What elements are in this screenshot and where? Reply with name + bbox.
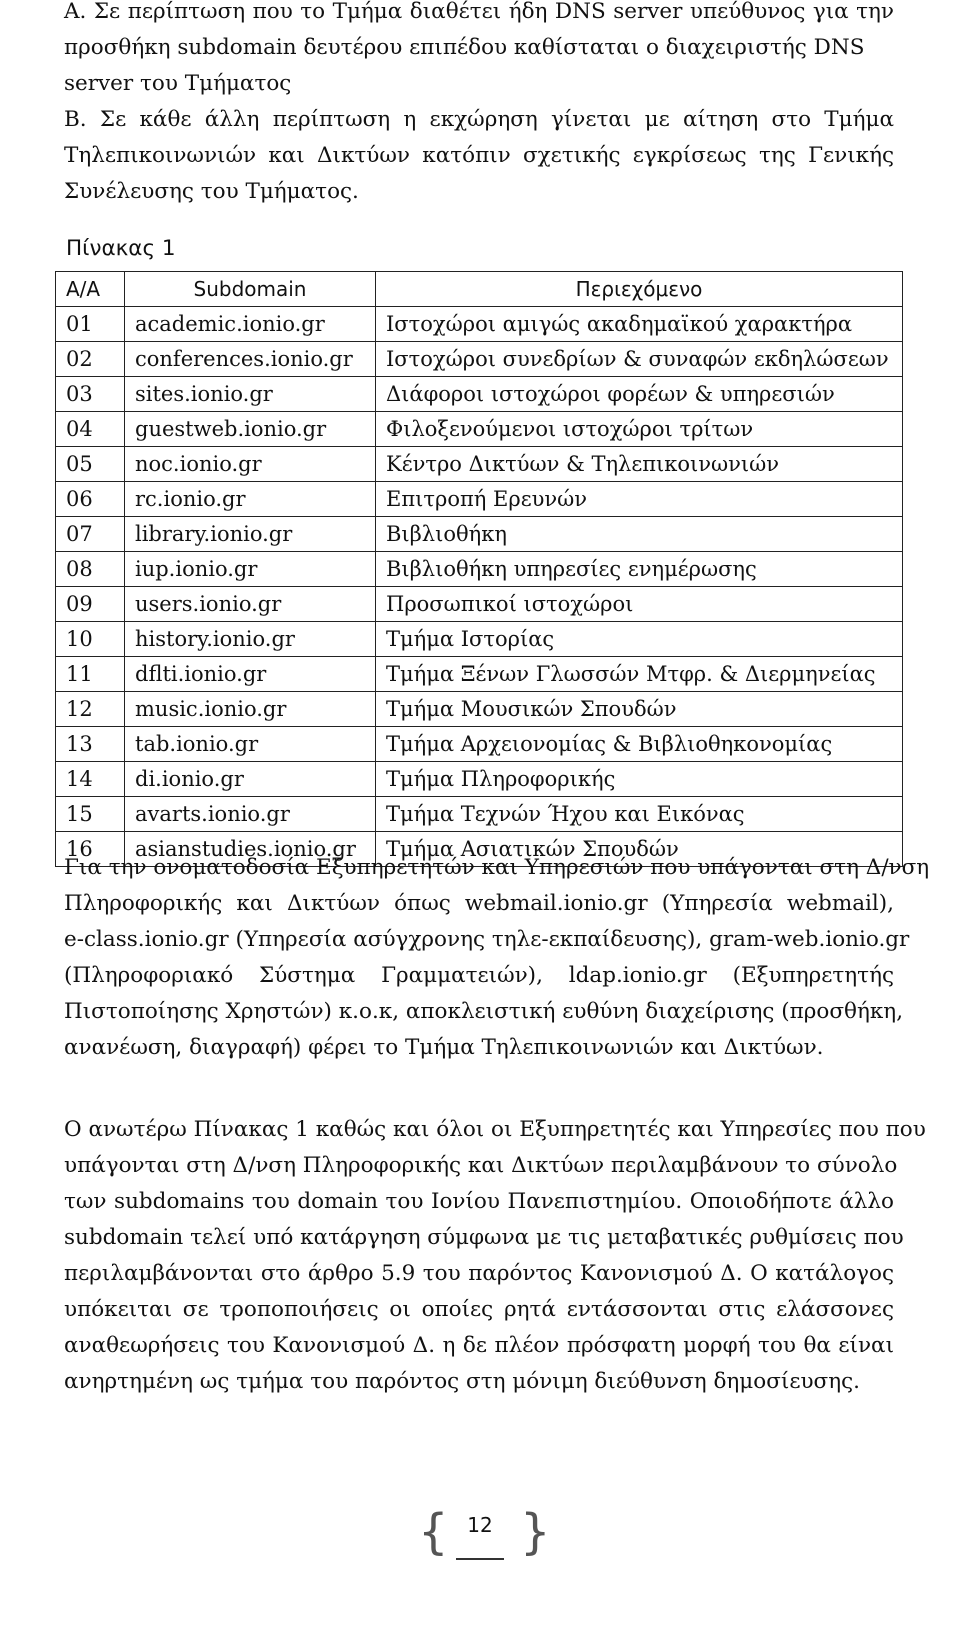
services-paragraph (64, 850, 930, 1066)
catalogue-line: υπάγονται στη Δ/νση Πληροφορικής και Δικτύων περιλαμβάνουν το σύνολο (64, 1153, 898, 1178)
table-row (56, 622, 903, 657)
cell-aa: 06 (56, 482, 125, 517)
cell-subdomain: tab.ionio.gr (125, 727, 376, 762)
catalogue-line: subdomain τελεί υπό κατάργηση σύμφωνα με τις μεταβατικές ρυθμίσεις που (64, 1225, 904, 1250)
cell-aa: 09 (56, 587, 125, 622)
services-line: Πιστοποίησης Χρηστών) κ.ο.κ, αποκλειστική ευθύνη διαχείρισης (προσθήκη, (64, 999, 904, 1024)
cell-content: Επιτροπή Ερευνών (376, 482, 903, 517)
table-row (56, 727, 903, 762)
cell-content: Τμήμα Ξένων Γλωσσών Μτφρ. & Διερμηνείας (376, 657, 903, 692)
cell-aa: 07 (56, 517, 125, 552)
cell-aa: 08 (56, 552, 125, 587)
cell-aa: 16 (56, 832, 125, 867)
catalogue-line: υπόκειται σε τροποποιήσεις οι οποίες ρητά εντάσσονται στις ελάσσονες (64, 1297, 894, 1322)
cell-content: Τμήμα Ιστορίας (376, 622, 903, 657)
cell-content: Βιβλιοθήκη (376, 517, 903, 552)
services-line: Πληροφορικής και Δικτύων όπως webmail.ionio.gr (Υπηρεσία webmail), (64, 891, 894, 916)
intro-line: προσθήκη subdomain δευτέρου επιπέδου καθίσταται ο διαχειριστής DNS (64, 35, 865, 60)
services-line: Για την ονοματοδοσία Εξυπηρετητών και Υπηρεσιών που υπάγονται στη Δ/νση (64, 855, 930, 880)
catalogue-line: Ο ανωτέρω Πίνακας 1 καθώς και όλοι οι Εξυπηρετητές και Υπηρεσίες που που (64, 1117, 926, 1142)
cell-subdomain: music.ionio.gr (125, 692, 376, 727)
cell-content: Τμήμα Μουσικών Σπουδών (376, 692, 903, 727)
cell-aa: 03 (56, 377, 125, 412)
cell-subdomain: avarts.ionio.gr (125, 797, 376, 832)
cell-subdomain: conferences.ionio.gr (125, 342, 376, 377)
table-row (56, 447, 903, 482)
cell-content: Φιλοξενούμενοι ιστοχώροι τρίτων (376, 412, 903, 447)
cell-content: Τμήμα Πληροφορικής (376, 762, 903, 797)
cell-content: Κέντρο Δικτύων & Τηλεπικοινωνιών (376, 447, 903, 482)
services-line: (Πληροφοριακό Σύστημα Γραμματειών), ldap.ionio.gr (Εξυπηρετητής (64, 963, 894, 988)
intro-line: server του Τμήματος (64, 71, 292, 96)
catalogue-line: ανηρτημένη ως τμήμα του παρόντος στη μόνιμη διεύθυνση δημοσίευσης. (64, 1369, 860, 1394)
cell-aa: 13 (56, 727, 125, 762)
table-row (56, 552, 903, 587)
intro-line: Α. Σε περίπτωση που το Τμήμα διαθέτει ήδη DNS server υπεύθυνος για την (64, 0, 894, 24)
cell-content: Προσωπικοί ιστοχώροι (376, 587, 903, 622)
cell-aa: 12 (56, 692, 125, 727)
cell-content: Τμήμα Τεχνών Ήχου και Εικόνας (376, 797, 903, 832)
cell-subdomain: library.ionio.gr (125, 517, 376, 552)
table-row (56, 412, 903, 447)
cell-aa: 14 (56, 762, 125, 797)
page-number-underline (456, 1558, 504, 1560)
cell-subdomain: sites.ionio.gr (125, 377, 376, 412)
intro-paragraph (64, 0, 894, 210)
cell-content: Τμήμα Αρχειονομίας & Βιβλιοθηκονομίας (376, 727, 903, 762)
subdomain-table (55, 271, 903, 867)
table-header-row (56, 272, 903, 307)
table-row (56, 377, 903, 412)
cell-content: Τμήμα Ασιατικών Σπουδών (376, 832, 903, 867)
page-number: 12 (467, 1513, 493, 1537)
table-caption: Πίνακας 1 (66, 236, 176, 261)
services-line: ανανέωση, διαγραφή) φέρει το Τμήμα Τηλεπικοινωνιών και Δικτύων. (64, 1035, 824, 1060)
cell-content: Ιστοχώροι συνεδρίων & συναφών εκδηλώσεων (376, 342, 903, 377)
table-row (56, 762, 903, 797)
table-row (56, 692, 903, 727)
cell-content: Διάφοροι ιστοχώροι φορέων & υπηρεσιών (376, 377, 903, 412)
header-subdomain: Subdomain (125, 272, 376, 307)
cell-aa: 05 (56, 447, 125, 482)
intro-line: Συνέλευσης του Τμήματος. (64, 179, 359, 204)
cell-subdomain: history.ionio.gr (125, 622, 376, 657)
table-row (56, 797, 903, 832)
catalogue-line: αναθεωρήσεις του Κανονισμού Δ. η δε πλέον πρόσφατη μορφή του θα είναι (64, 1333, 894, 1358)
table-row (56, 482, 903, 517)
intro-line: Β. Σε κάθε άλλη περίπτωση η εκχώρηση γίνεται με αίτηση στο Τμήμα (64, 107, 894, 132)
left-brace-icon: { (418, 1504, 449, 1560)
table-row (56, 342, 903, 377)
cell-subdomain: noc.ionio.gr (125, 447, 376, 482)
intro-line: Τηλεπικοινωνιών και Δικτύων κατόπιν σχετικής εγκρίσεως της Γενικής (64, 143, 894, 168)
cell-subdomain: users.ionio.gr (125, 587, 376, 622)
cell-subdomain: asianstudies.ionio.gr (125, 832, 376, 867)
right-brace-icon: } (520, 1504, 551, 1560)
cell-subdomain: rc.ionio.gr (125, 482, 376, 517)
cell-aa: 02 (56, 342, 125, 377)
cell-content: Βιβλιοθήκη υπηρεσίες ενημέρωσης (376, 552, 903, 587)
cell-subdomain: iup.ionio.gr (125, 552, 376, 587)
cell-aa: 15 (56, 797, 125, 832)
cell-subdomain: dflti.ionio.gr (125, 657, 376, 692)
cell-subdomain: di.ionio.gr (125, 762, 376, 797)
cell-aa: 10 (56, 622, 125, 657)
cell-content: Ιστοχώροι αμιγώς ακαδημαϊκού χαρακτήρα (376, 307, 903, 342)
cell-aa: 01 (56, 307, 125, 342)
table-row (56, 517, 903, 552)
header-content: Περιεχόμενο (376, 272, 903, 307)
table-row (56, 587, 903, 622)
catalogue-paragraph (64, 1112, 926, 1400)
table-row (56, 657, 903, 692)
cell-aa: 04 (56, 412, 125, 447)
table-row (56, 307, 903, 342)
cell-aa: 11 (56, 657, 125, 692)
cell-subdomain: guestweb.ionio.gr (125, 412, 376, 447)
header-aa: Α/Α (56, 272, 125, 307)
catalogue-line: περιλαμβάνονται στο άρθρο 5.9 του παρόντος Κανονισμού Δ. Ο κατάλογος (64, 1261, 894, 1286)
catalogue-line: των subdomains του domain του Ιονίου Πανεπιστημίου. Οποιοδήποτε άλλο (64, 1189, 894, 1214)
services-line: e-class.ionio.gr (Υπηρεσία ασύγχρονης τηλε-εκπαίδευσης), gram-web.ionio.gr (64, 927, 910, 952)
cell-subdomain: academic.ionio.gr (125, 307, 376, 342)
